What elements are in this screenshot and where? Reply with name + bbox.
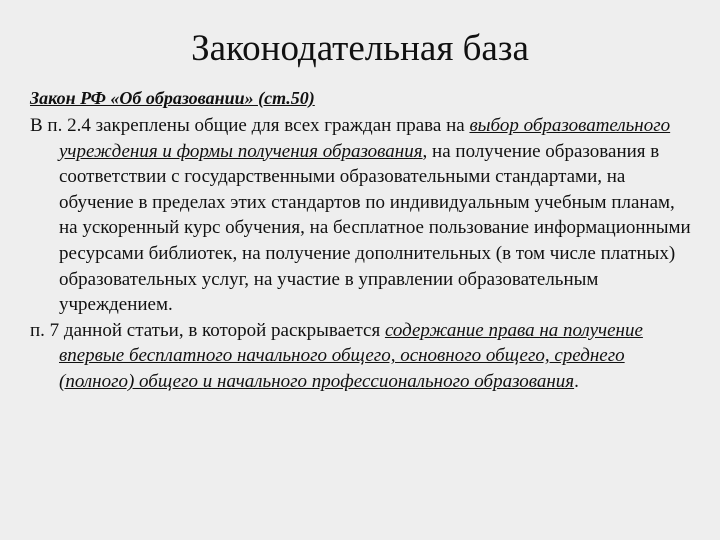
paragraph-article-7-emphasis: содержание права на получение впервые бесплатного начального общего, основного общего, среднего (полного) общего и начального профессионального образования [59,319,643,392]
paragraph-rights-tail: , на получение образования в соответствии с государственными образовательными стандартами, на обучение в пределах этих стандартов по индивидуальным учебным планам, на ускоренный курс обучения, на бесплатное пользование информационными ресурсами библиотек, на получение дополнительных (в том числе платных) образовательных услуг, на участие в управлении образовательным учреждением. [59,140,691,316]
slide-body [30,113,695,395]
paragraph-rights-lead: В п. 2.4 закреплены общие для всех граждан права на [30,115,470,136]
paragraph-article-7-lead: п. 7 данной статьи, в которой раскрывается [30,319,385,341]
paragraph-article-7 [30,318,695,395]
paragraph-rights [30,113,695,318]
paragraph-rights-emphasis: выбор образовательного учреждения и формы получения образования [59,115,671,162]
law-heading: Закон РФ «Об образовании» (ст.50) [30,88,315,108]
slide-title: Законодательная база [191,28,529,69]
paragraph-article-7-tail: . [574,370,579,392]
